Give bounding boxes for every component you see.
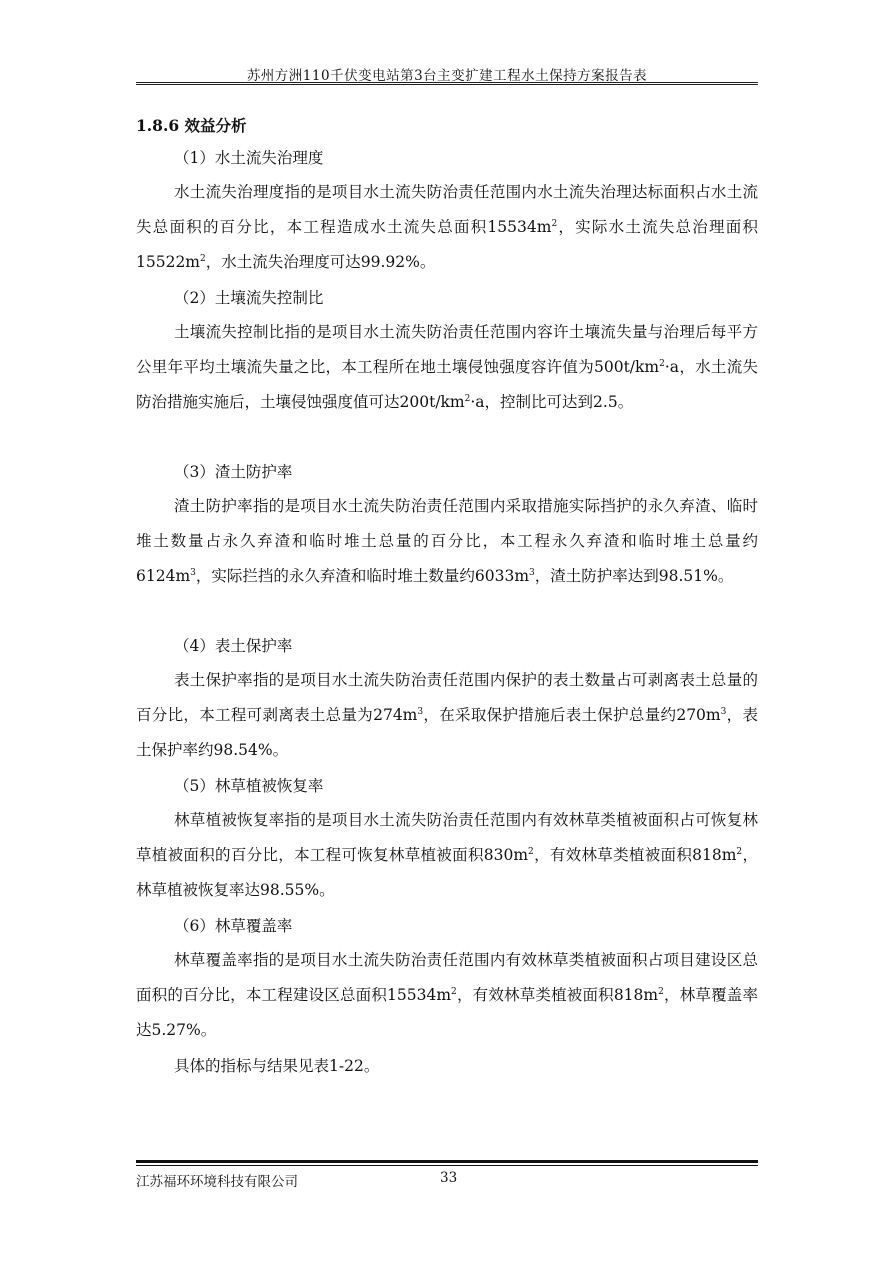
superscript: 2 [659,359,665,369]
text-run: ，实际拦挡的永久弃渣和临时堆土数量约6033m [195,567,530,585]
text-run: 水土流失治理度指的是项目水土流失防治责任范围内水土流失治理达标面积占水土流失总面积的百分比，本工程造成水土流失总面积15534m [136,183,758,236]
superscript: 2 [528,847,534,857]
superscript: 2 [551,219,558,229]
text-run: 表土保护率指的是项目水土流失防治责任范围内保护的表土数量占可剥离表土总量的百分比，本工程可剥离表土总量为274m [136,671,758,724]
paragraph-spoil-protection-rate [136,489,758,594]
running-header: 苏州方洲110千伏变电站第3台主变扩建工程水土保持方案报告表 [246,68,648,84]
text-run: 林草覆盖率指的是项目水土流失防治责任范围内有效林草类植被面积占项目建设区总面积的百分比，本工程建设区总面积15534m [136,951,758,1004]
text-run: ·a，水土流失防治措施实施后，土壤侵蚀强度值可达200t/km [136,358,758,411]
paragraph-topsoil-protection-rate [136,663,758,768]
page-number: 33 [440,1170,458,1186]
subheading-spoil-protection-rate: （3）渣土防护率 [174,463,293,481]
text-run: ，有效林草类植被面积818m [456,986,659,1004]
subheading-vegetation-restoration-rate: （5）林草植被恢复率 [174,777,324,795]
paragraph-soil-loss-control-ratio [136,315,758,420]
paragraph-vegetation-restoration-rate [136,803,758,908]
superscript: 2 [451,987,457,997]
superscript: 3 [190,568,196,578]
text-run: 渣土防护率指的是项目水土流失防治责任范围内采取措施实际挡护的永久弃渣、临时堆土数量占永久弃渣和临时堆土总量的百分比，本工程永久弃渣和临时堆土总量约6124m [136,497,758,585]
superscript: 3 [417,707,424,717]
paragraph-soil-erosion-control-degree [136,175,758,280]
text-run: ，水土流失治理度可达99.92%。 [205,253,436,271]
text-run: ·a，控制比可达到2.5。 [470,393,634,411]
text-run: 土壤流失控制比指的是项目水土流失防治责任范围内容许土壤流失量与治理后每平方公里年平均土壤流失量之比，本工程所在地土壤侵蚀强度容许值为500t/km [136,323,758,376]
superscript: 3 [529,568,535,578]
paragraph-vegetation-coverage-rate [136,943,758,1048]
subheading-soil-erosion-control-degree: （1）水土流失治理度 [174,149,324,167]
footer-rule [136,1160,758,1166]
header-rule [136,82,758,85]
subheading-vegetation-coverage-rate: （6）林草覆盖率 [174,917,293,935]
section-title: 1.8.6 效益分析 [136,116,247,135]
closing-sentence: 具体的指标与结果见表1-22。 [174,1057,380,1075]
text-run: ，有效林草类植被面积818m [533,846,737,864]
superscript: 2 [736,847,743,857]
text-run: ，实际水土流失总治理面积15522m [136,218,758,271]
subheading-topsoil-protection-rate: （4）表土保护率 [174,637,293,655]
text-run: ，在采取保护措施后表土保护总量约270m [423,706,721,724]
superscript: 2 [200,254,206,264]
superscript: 2 [658,987,664,997]
footer-company-name: 江苏福环环境科技有限公司 [136,1174,298,1190]
superscript: 3 [720,707,727,717]
subheading-soil-loss-control-ratio: （2）土壤流失控制比 [174,289,324,307]
text-run: ，表土保护率约98.54%。 [136,706,758,759]
text-run: 林草植被恢复率指的是项目水土流失防治责任范围内有效林草类植被面积占可恢复林草植被面积的百分比，本工程可恢复林草植被面积830m [136,811,758,864]
text-run: ，渣土防护率达到98.51%。 [534,567,734,585]
superscript: 2 [464,394,471,404]
text-run: ，林草覆盖率达5.27%。 [136,986,758,1039]
text-run: ，林草植被恢复率达98.55%。 [136,846,758,899]
